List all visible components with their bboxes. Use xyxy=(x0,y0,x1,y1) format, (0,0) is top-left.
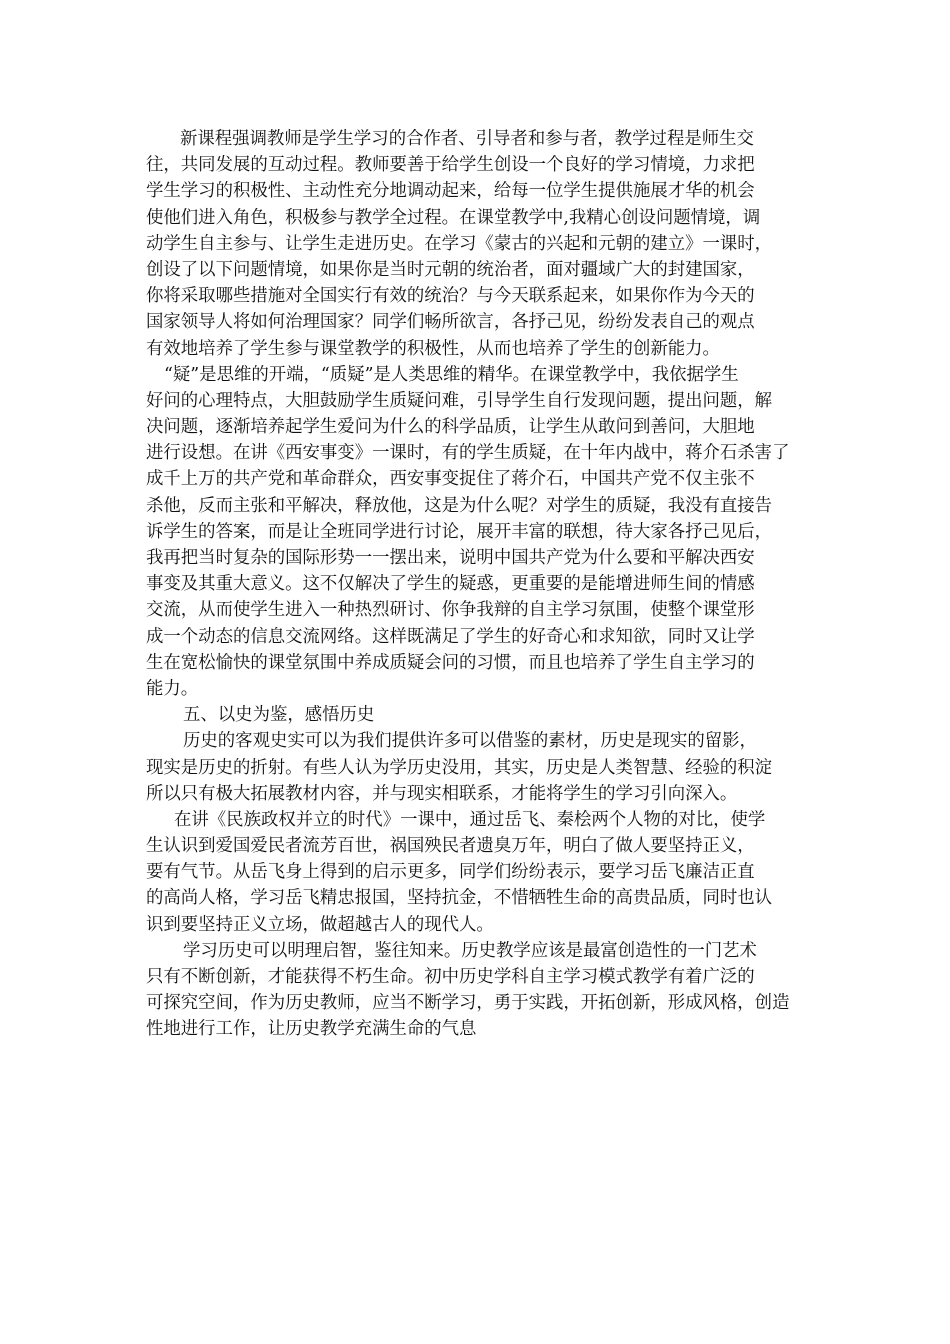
paragraph-2-line: 成千上万的共产党和革命群众，西安事变捉住了蒋介石，中国共产党不仅主张不 xyxy=(146,469,755,490)
paragraph-1-line: 动学生自主参与、让学生走进历史。在学习《蒙古的兴起和元朝的建立》一课时， xyxy=(146,233,773,254)
paragraph-5-line: 只有不断创新，才能获得不朽生命。初中历史学科自主学习模式教学有着广泛的 xyxy=(146,967,755,987)
document-body xyxy=(146,126,808,1043)
paragraph-4-line: 要有气节。从岳飞身上得到的启示更多，同学们纷纷表示，要学习岳飞廉洁正直 xyxy=(146,862,755,883)
paragraph-2-line: 能力。 xyxy=(146,678,199,699)
paragraph-5-line: 可探究空间，作为历史教师，应当不断学习，勇于实践，开拓创新，形成风格，创造 xyxy=(146,993,790,1014)
paragraph-1-line: 创设了以下问题情境，如果你是当时元朝的统治者，面对疆域广大的封建国家， xyxy=(146,259,755,280)
paragraph-4-line: 识到要坚持正义立场，做超越古人的现代人。 xyxy=(146,914,494,935)
paragraph-1-line: 你将采取哪些措施对全国实行有效的统治？与今天联系起来，如果你作为今天的 xyxy=(146,286,755,307)
section-heading: 五、以史为鉴，感悟历史 xyxy=(183,705,375,726)
paragraph-2-line: 交流，从而使学生进入一种热烈研讨、你争我辩的自主学习氛围，使整个课堂形 xyxy=(146,600,755,621)
paragraph-1-line: 使他们进入角色，积极参与教学全过程。在课堂教学中,我精心创设问题情境，调 xyxy=(146,207,761,228)
paragraph-1-line: 往，共同发展的互动过程。教师要善于给学生创设一个良好的学习情境，力求把 xyxy=(146,155,755,176)
paragraph-2-line: “疑”是思维的开端，“质疑”是人类思维的精华。在课堂教学中，我依据学生 xyxy=(164,364,739,385)
paragraph-2-line: 杀他，反而主张和平解决，释放他，这是为什么呢？对学生的质疑，我没有直接告 xyxy=(146,495,773,516)
paragraph-2-line: 事变及其重大意义。这不仅解决了学生的疑惑，更重要的是能增进师生间的情感 xyxy=(146,574,755,595)
paragraph-2-line: 进行设想。在讲《西安事变》一课时，有的学生质疑，在十年内战中，蒋介石杀害了 xyxy=(146,443,790,464)
paragraph-5-line: 性地进行工作，让历史教学充满生命的气息 xyxy=(146,1019,477,1040)
paragraph-4-line: 在讲《民族政权并立的时代》一课中，通过岳飞、秦桧两个人物的对比，使学 xyxy=(174,809,766,830)
paragraph-1-line: 有效地培养了学生参与课堂教学的积极性，从而也培养了学生的创新能力。 xyxy=(146,338,720,359)
paragraph-2-line: 好问的心理特点，大胆鼓励学生质疑问难，引导学生自行发现问题，提出问题，解 xyxy=(146,390,773,411)
paragraph-1-line: 新课程强调教师是学生学习的合作者、引导者和参与者，教学过程是师生交 xyxy=(180,129,754,149)
paragraph-4-line: 生认识到爱国爱民者流芳百世，祸国殃民者遗臭万年，明白了做人要坚持正义， xyxy=(146,836,755,857)
paragraph-2-line: 决问题，逐渐培养起学生爱问为什么的科学品质，让学生从敢问到善问，大胆地 xyxy=(146,417,755,438)
paragraph-1-line: 国家领导人将如何治理国家？同学们畅所欲言，各抒己见，纷纷发表自己的观点 xyxy=(146,312,755,333)
paragraph-5-line: 学习历史可以明理启智，鉴往知来。历史教学应该是最富创造性的一门艺术 xyxy=(183,940,757,961)
paragraph-3-line: 现实是历史的折射。有些人认为学历史没用，其实，历史是人类智慧、经验的积淀 xyxy=(146,757,773,778)
paragraph-1-line: 学生学习的积极性、主动性充分地调动起来，给每一位学生提供施展才华的机会 xyxy=(146,181,755,202)
paragraph-3-line: 历史的客观史实可以为我们提供许多可以借鉴的素材，历史是现实的留影， xyxy=(183,731,757,752)
paragraph-4-line: 的高尚人格，学习岳飞精忠报国，坚持抗金，不惜牺牲生命的高贵品质，同时也认 xyxy=(146,888,773,909)
paragraph-2-line: 成一个动态的信息交流网络。这样既满足了学生的好奇心和求知欲，同时又让学 xyxy=(146,626,755,647)
paragraph-2-line: 生在宽松愉快的课堂氛围中养成质疑会问的习惯，而且也培养了学生自主学习的 xyxy=(146,652,755,673)
paragraph-2-line: 我再把当时复杂的国际形势一一摆出来，说明中国共产党为什么要和平解决西安 xyxy=(146,548,755,568)
paragraph-3-line: 所以只有极大拓展教材内容，并与现实相联系，才能将学生的学习引向深入。 xyxy=(146,783,738,804)
paragraph-2-line: 诉学生的答案，而是让全班同学进行讨论，展开丰富的联想，待大家各抒己见后， xyxy=(146,521,773,542)
